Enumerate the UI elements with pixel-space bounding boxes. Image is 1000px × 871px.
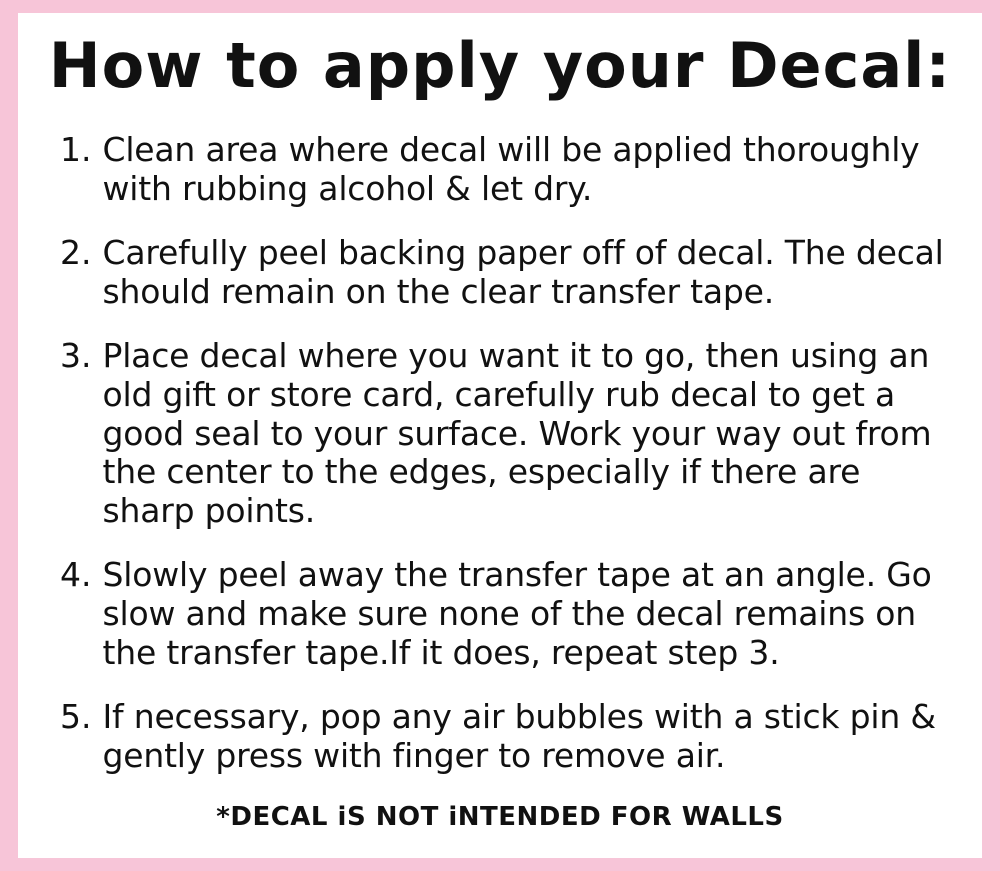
step-text: If necessary, pop any air bubbles with a stick pin & gently press with finger to remove air. [102,697,936,775]
step-number: 1. [60,130,92,169]
list-item [60,556,954,672]
list-item [60,131,954,208]
step-number: 5. [60,697,92,737]
step-text: Carefully peel backing paper off of decal. The decal should remain on the clear transfer tape. [102,233,944,311]
list-item [60,337,954,530]
steps-list [18,131,982,776]
list-item [60,698,954,775]
step-text: Slowly peel away the transfer tape at an angle. Go slow and make sure none of the decal remains on the transfer tape.If it does, repeat step 3. [102,555,932,672]
footnote: *DECAL iS NOT iNTENDED FOR WALLS [216,801,784,832]
step-text: Clean area where decal will be applied thoroughly with rubbing alcohol & let dry. [102,130,920,208]
step-number: 4. [60,555,92,595]
step-text: Place decal where you want it to go, then using an old gift or store card, carefully rub decal to get a good seal to your surface. Work your way out from the center to the edges, especially if there are sharp points. [102,336,932,530]
instruction-card [18,13,982,858]
page-title: How to apply your Decal: [48,29,952,102]
step-number: 3. [60,336,92,376]
list-item [60,234,954,311]
step-number: 2. [60,233,92,273]
